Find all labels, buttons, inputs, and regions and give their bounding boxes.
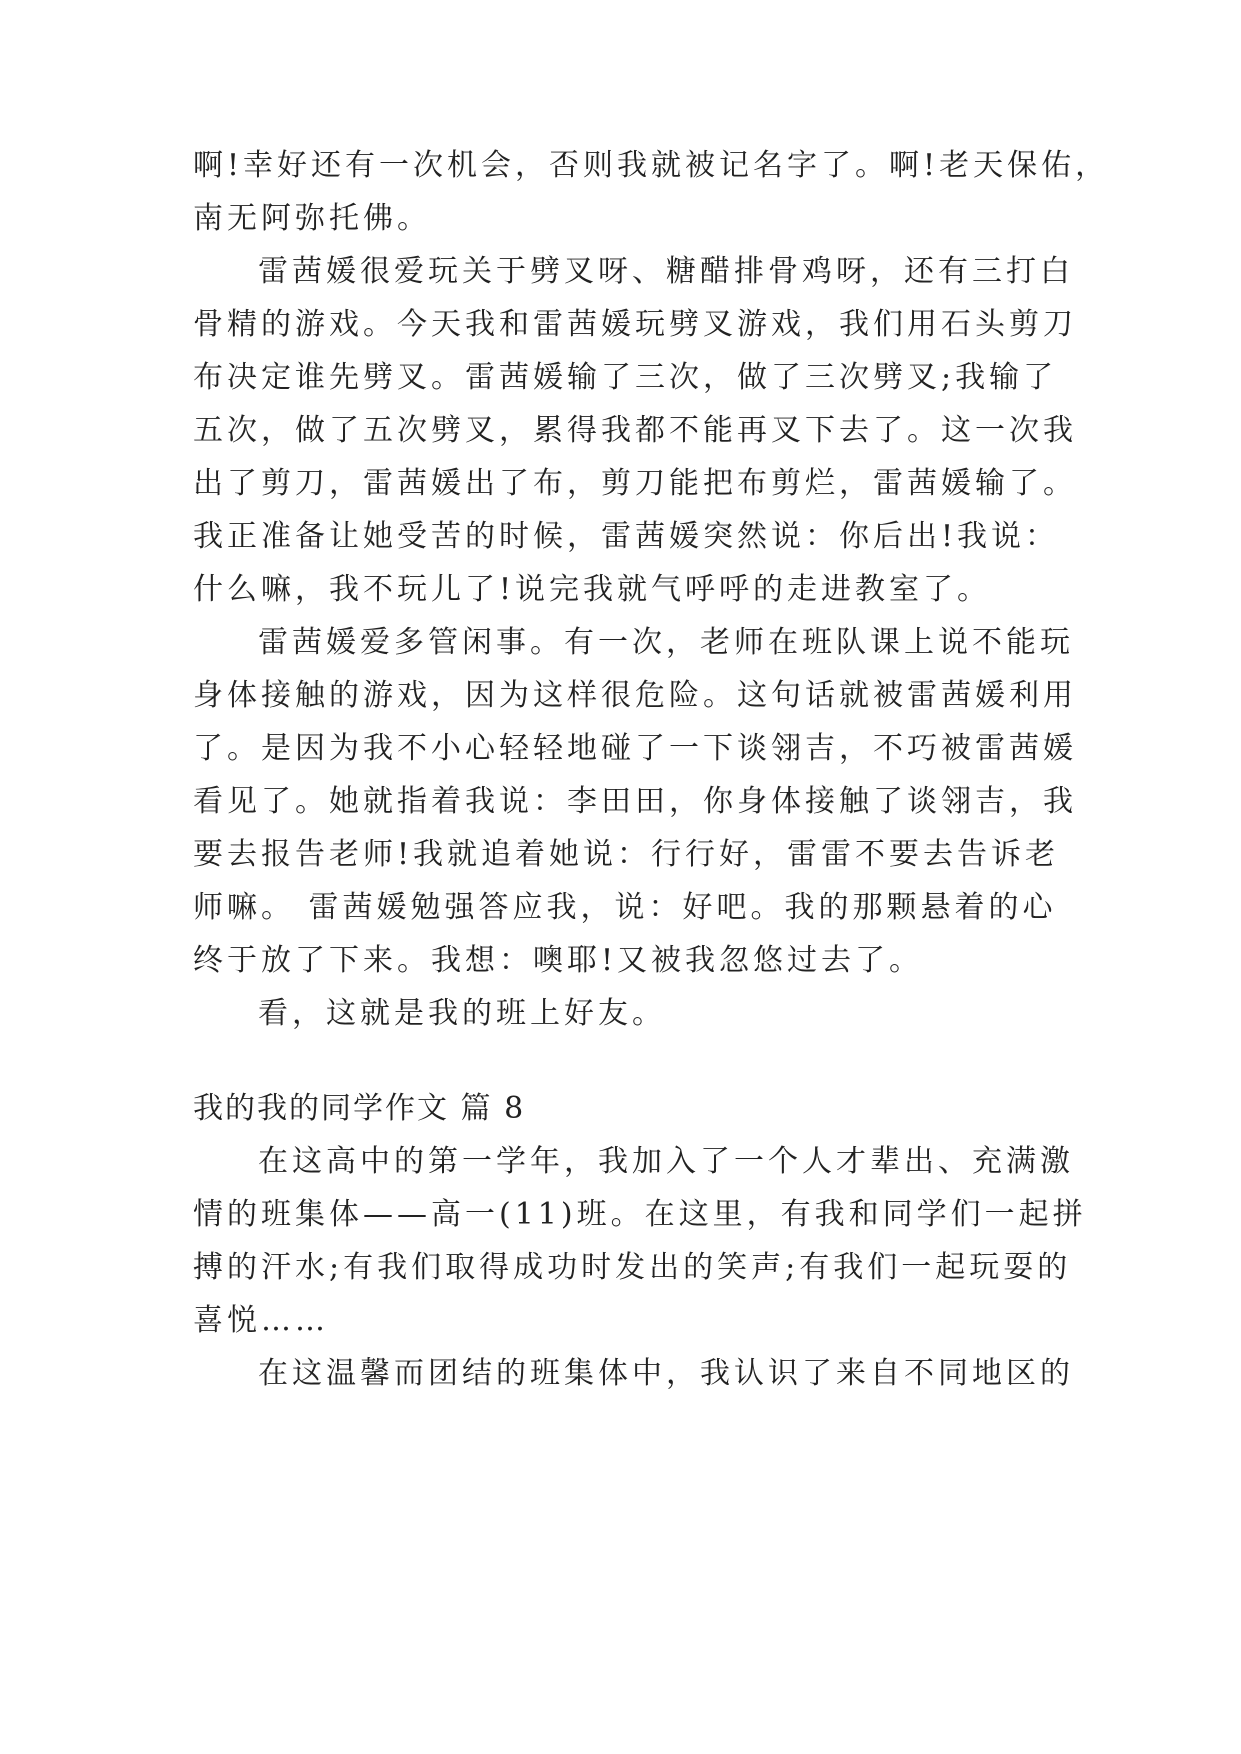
- paragraph-line: 看见了。她就指着我说：李田田，你身体接触了谈翎吉，我: [193, 784, 1077, 819]
- paragraph-line: 雷茜媛很爱玩关于劈叉呀、糖醋排骨鸡呀，还有三打白: [258, 254, 1074, 289]
- paragraph-line: 我正准备让她受苦的时候，雷茜媛突然说：你后出!我说：: [193, 519, 1060, 554]
- paragraph-line: 要去报告老师!我就追着她说：行行好，雷雷不要去告诉老: [193, 837, 1060, 872]
- paragraph-line: 情的班集体——高一(11)班。在这里，有我和同学们一起拼: [193, 1197, 1087, 1232]
- paragraph-line: 骨精的游戏。今天我和雷茜媛玩劈叉游戏，我们用石头剪刀: [193, 307, 1077, 342]
- paragraph-line: 什么嘛，我不玩儿了!说完我就气呼呼的走进教室了。: [193, 572, 992, 607]
- paragraph-line: 南无阿弥托佛。: [193, 201, 431, 236]
- paragraph-line: 啊!幸好还有一次机会，否则我就被记名字了。啊!老天保佑，: [193, 148, 1110, 183]
- paragraph-line: 搏的汗水;有我们取得成功时发出的笑声;有我们一起玩耍的: [193, 1250, 1072, 1285]
- paragraph-line: 在这温馨而团结的班集体中，我认识了来自不同地区的: [258, 1356, 1074, 1391]
- paragraph-line: 了。是因为我不小心轻轻地碰了一下谈翎吉，不巧被雷茜媛: [193, 731, 1077, 766]
- section-heading: 我的我的同学作文 篇 8: [193, 1091, 526, 1126]
- paragraph-line: 身体接触的游戏，因为这样很危险。这句话就被雷茜媛利用: [193, 678, 1077, 713]
- paragraph-line: 出了剪刀，雷茜媛出了布，剪刀能把布剪烂，雷茜媛输了。: [193, 466, 1077, 501]
- paragraph-line: 师嘛。 雷茜媛勉强答应我，说：好吧。我的那颗悬着的心: [193, 890, 1057, 925]
- paragraph-line: 在这高中的第一学年，我加入了一个人才辈出、充满激: [258, 1144, 1074, 1179]
- paragraph-line: 喜悦……: [193, 1303, 329, 1338]
- paragraph-line: 布决定谁先劈叉。雷茜媛输了三次，做了三次劈叉;我输了: [193, 360, 1058, 395]
- paragraph-line: 雷茜媛爱多管闲事。有一次，老师在班队课上说不能玩: [258, 625, 1074, 660]
- paragraph-line: 看，这就是我的班上好友。: [258, 996, 666, 1031]
- paragraph-line: 五次，做了五次劈叉，累得我都不能再叉下去了。这一次我: [193, 413, 1077, 448]
- paragraph-line: 终于放了下来。我想：噢耶!又被我忽悠过去了。: [193, 943, 924, 978]
